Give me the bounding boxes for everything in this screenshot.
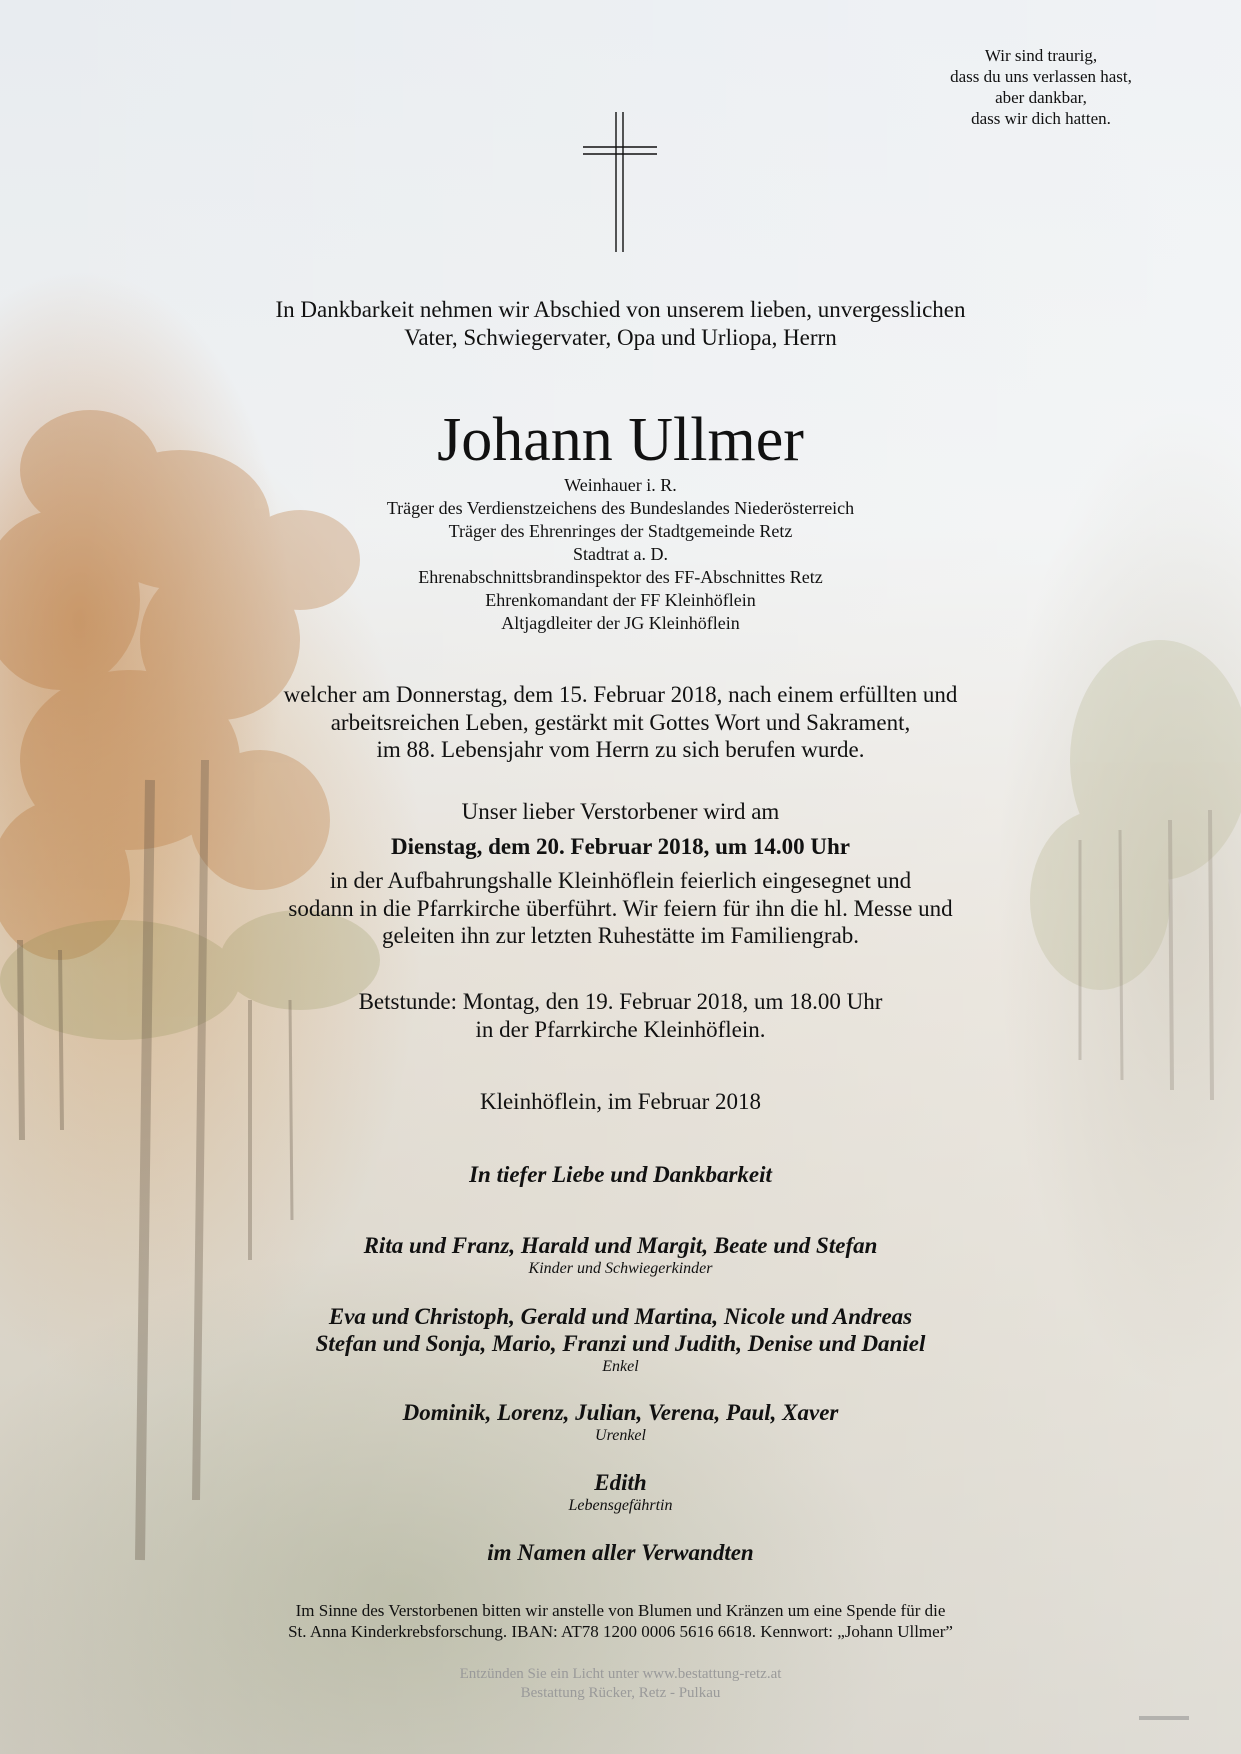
title-line: Ehrenabschnittsbrandinspektor des FF-Abschnittes Retz	[418, 567, 823, 587]
mourner-group	[0, 1232, 1241, 1279]
mourner-group	[0, 1303, 1241, 1377]
on-behalf-line: im Namen aller Verwandten	[487, 1540, 754, 1565]
deceased-titles	[0, 474, 1241, 635]
document-stamp-mark	[1139, 1713, 1189, 1723]
title-line: Ehrenkomandant der FF Kleinhöflein	[485, 590, 756, 610]
funeral-home-footer: Entzünden Sie ein Licht unter www.bestattung-retz.at Bestattung Rücker, Retz - Pulkau	[459, 1666, 782, 1701]
prayer-hour: Betstunde: Montag, den 19. Februar 2018, um 18.00 Uhr in der Pfarrkirche Kleinhöflein.	[358, 989, 883, 1042]
memorial-quote: Wir sind traurig, dass du uns verlassen hast, aber dankbar, dass wir dich hatten.	[950, 46, 1132, 128]
mourner-names: Rita und Franz, Harald und Margit, Beate und Stefan	[363, 1233, 878, 1258]
funeral-intro: Unser lieber Verstorbener wird am	[461, 799, 780, 824]
mourner-names: Edith	[594, 1470, 647, 1495]
deceased-name: Johann Ullmer	[437, 406, 804, 474]
mourner-group	[0, 1469, 1241, 1516]
funeral-date: Dienstag, dem 20. Februar 2018, um 14.00 Uhr	[391, 834, 850, 859]
double-line-cross-icon	[583, 112, 657, 252]
mourner-group	[0, 1399, 1241, 1446]
mourner-role: Kinder und Schwiegerkinder	[528, 1260, 713, 1277]
title-line: Weinhauer i. R.	[564, 475, 677, 495]
title-line: Altjagdleiter der JG Kleinhöflein	[501, 613, 740, 633]
donation-request: Im Sinne des Verstorbenen bitten wir anstelle von Blumen und Kränzen um eine Spende für die St. Anna Kinderkrebsforschung. IBAN: AT78 1200 0006 5616 6618. Kennwort: „Johann Ullmer”	[288, 1601, 953, 1641]
mourner-role: Urenkel	[595, 1427, 646, 1444]
mourner-role: Lebensgefährtin	[568, 1497, 673, 1514]
mourner-names: Eva und Christoph, Gerald und Martina, Nicole und Andreas Stefan und Sonja, Mario, Franzi und Judith, Denise und Daniel	[315, 1304, 926, 1356]
intro-text: In Dankbarkeit nehmen wir Abschied von unserem lieben, unvergesslichen Vater, Schwiegervater, Opa und Urliopa, Herrn	[275, 297, 966, 350]
mourner-role: Enkel	[602, 1358, 639, 1375]
closing-line: In tiefer Liebe und Dankbarkeit	[469, 1162, 772, 1187]
title-line: Träger des Verdienstzeichens des Bundeslandes Niederösterreich	[386, 498, 855, 518]
death-notice: welcher am Donnerstag, dem 15. Februar 2018, nach einem erfüllten und arbeitsreichen Leben, gestärkt mit Gottes Wort und Sakrament, im 88. Lebensjahr vom Herrn zu sich berufen wurde.	[283, 682, 958, 762]
title-line: Träger des Ehrenringes der Stadtgemeinde Retz	[448, 521, 793, 541]
mourner-names: Dominik, Lorenz, Julian, Verena, Paul, Xaver	[402, 1400, 839, 1425]
funeral-details: in der Aufbahrungshalle Kleinhöflein feierlich eingesegnet und sodann in die Pfarrkirche überführt. Wir feiern für ihn die hl. Messe und geleiten ihn zur letzten Ruhestätte im Familiengrab.	[288, 868, 953, 948]
place-date: Kleinhöflein, im Februar 2018	[479, 1089, 762, 1114]
title-line: Stadtrat a. D.	[573, 544, 668, 564]
